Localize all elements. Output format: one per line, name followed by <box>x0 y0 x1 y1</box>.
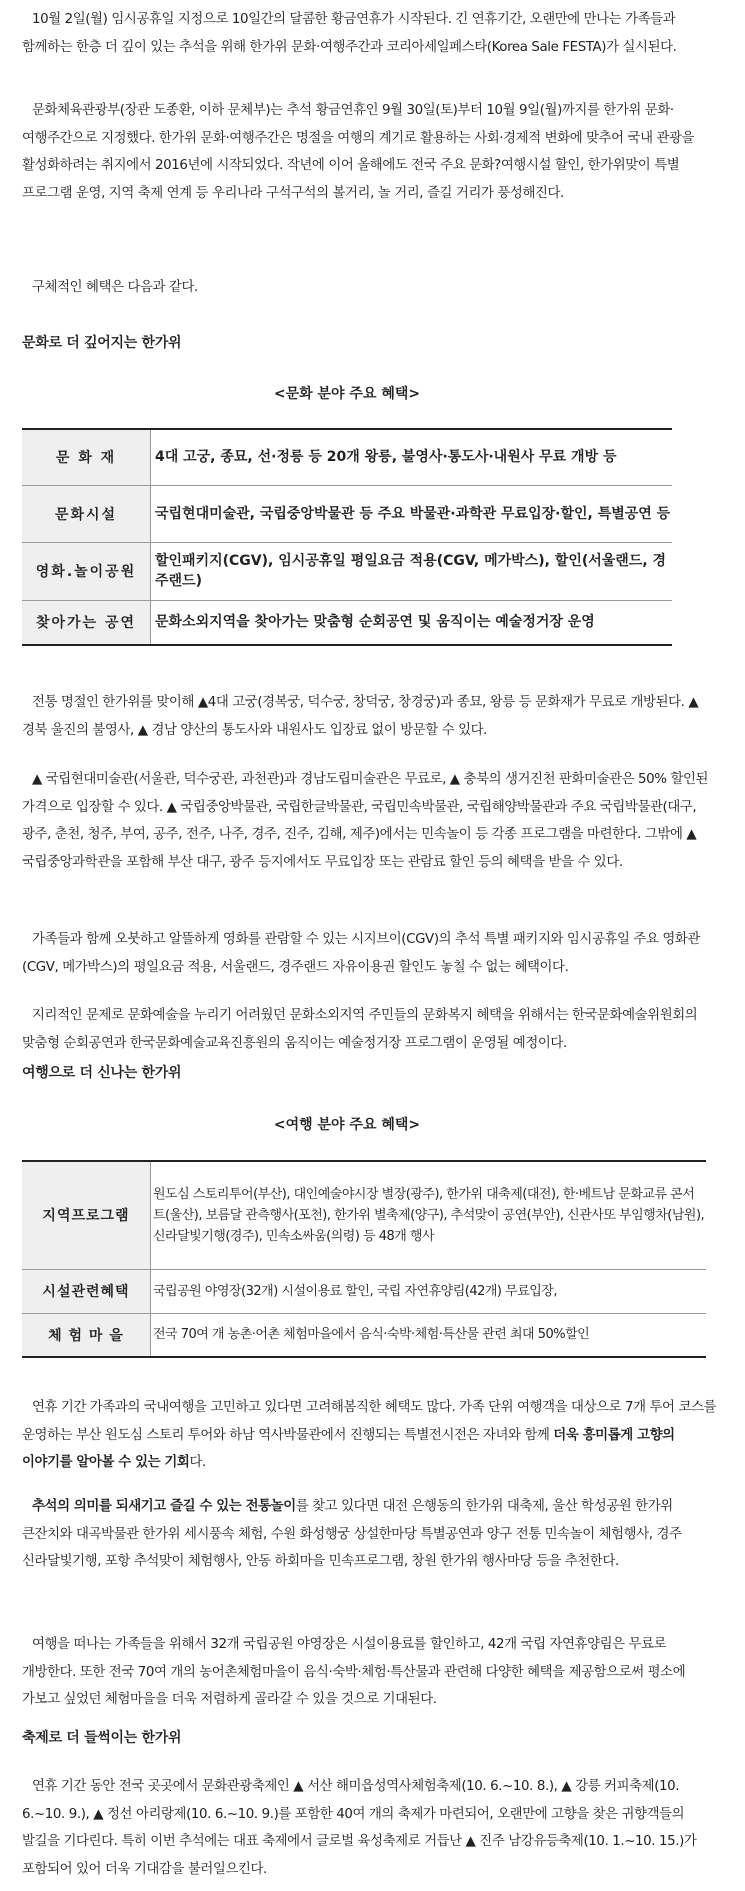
intro-paragraph: 10월 2일(월) 임시공휴일 지정으로 10일간의 달콤한 황금연휴가 시작된다. 긴 연휴기간, 오랜만에 만나는 가족들과 함께하는 한층 더 깊이 있는 추석을 위해 한가위 문화·여행주간과 코리아세일페스타(Korea Sale FESTA)가 실시된다. <box>22 12 677 55</box>
body-paragraph: ▲ 국립현대미술관(서울관, 덕수궁관, 과천관)과 경남도립미술관은 무료로, ▲ 충북의 생거진천 판화미술관은 50% 할인된 가격으로 입장할 수 있다. ▲ 국립중앙박물관, 국립한글박물관, 국립민속박물관, 국립해양박물관과 주요 국립박물관(대구, 광주, 춘천, 청주, 부여, 공주, 전주, 나주, 경주, 진주, 김해, 제주)에서는 민속놀이 등 각종 프로그램을 마련한다. 그밖에 ▲ 국립중앙과학관을 포함해 부산 대구, 광주 등지에서도 무료입장 또는 관람료 할인 등의 혜택을 받을 수 있다. <box>22 772 709 870</box>
row-label: 체 험 마 을 <box>22 1313 151 1357</box>
row-description: 4대 고궁, 종묘, 선·정릉 등 20개 왕릉, 불영사·통도사·내원사 무료 개방 등 <box>151 429 673 485</box>
section-heading-travel: 여행으로 더 신나는 한가위 <box>22 1065 182 1081</box>
row-description: 전국 70여 개 농촌·어촌 체험마을에서 음식·숙박·체험·특산물 관련 최대 50%할인 <box>153 1327 590 1343</box>
intro-paragraph: 문화체육관광부(장관 도종환, 이하 문체부)는 추석 황금연휴인 9월 30일(토)부터 10월 9일(월)까지를 한가위 문화·여행주간으로 지정했다. 한가위 문화·여행주간은 명절을 여행의 계기로 활용하는 사회·경제적 변화에 맞추어 국내 관광을 활성화하려는 취지에서 2016년에 시작되었다. 작년에 이어 올해에도 전국 주요 문화?여행시설 할인, 한가위맞이 특별 프로그램 운영, 지역 축제 연계 등 우리나라 구석구석의 볼거리, 놀 거리, 즐길 거리가 풍성해진다. <box>22 103 695 201</box>
table-row <box>22 485 672 542</box>
section-heading-festival: 축제로 더 들썩이는 한가위 <box>22 1730 182 1746</box>
row-label: 시설관련혜택 <box>22 1269 151 1313</box>
table-row <box>22 429 672 485</box>
row-label: 지역프로그램 <box>22 1161 151 1269</box>
table-row <box>22 542 672 600</box>
row-label: 찾아가는 공연 <box>22 600 151 645</box>
body-paragraph: 전통 명절인 한가위를 맞이해 ▲4대 고궁(경복궁, 덕수궁, 창덕궁, 창경궁)과 종묘, 왕릉 등 문화재가 무료로 개방된다. ▲ 경북 울진의 불영사, ▲ 경남 양산의 통도사와 내원사도 입장료 없이 방문할 수 있다. <box>22 695 699 738</box>
travel-benefits-table <box>22 1160 706 1358</box>
emphasis-text: 더욱 흥미롭게 고향의 이야기를 알아볼 수 있는 기회 <box>22 1427 675 1470</box>
culture-benefits-table <box>22 428 672 646</box>
row-description: 원도심 스토리투어(부산), 대인예술야시장 별장(광주), 한가위 대축제(대전), 한·베트남 문화교류 콘서트(울산), 보름달 관측행사(포천), 한가위 별축제(양구), 추석맞이 공연(부안), 신관사또 부임행차(남원), 신라달빛기행(경주), 민속소싸움(의령) 등 48개 행사 <box>151 1161 707 1269</box>
body-paragraph: 가족들과 함께 오붓하고 알뜰하게 영화를 관람할 수 있는 시지브이(CGV)의 추석 특별 패키지와 임시공휴일 주요 영화관(CGV, 메가박스)의 평일요금 적용, 서울랜드, 경주랜드 자유이용권 할인도 놓칠 수 없는 혜택이다. <box>22 932 700 975</box>
table-caption: <여행 분야 주요 혜택> <box>273 1117 421 1133</box>
emphasis-text: 추석의 의미를 되새기고 즐길 수 있는 전통놀이 <box>32 1499 296 1514</box>
intro-paragraph: 구체적인 혜택은 다음과 같다. <box>32 280 198 295</box>
row-description: 국립현대미술관, 국립중앙박물관 등 주요 박물관·과학관 무료입장·할인, 특별공연 등 <box>151 485 673 542</box>
body-paragraph: 연휴 기간 동안 전국 곳곳에서 문화관광축제인 ▲ 서산 해미읍성역사체험축제(10. 6.~10. 8.), ▲ 강릉 커피축제(10. 6.~10. 9.), ▲ 정선 아리랑제(10. 6.~10. 9.)를 포함한 40여 개의 축제가 마련되어, 오랜만에 고향을 찾은 귀향객들의 발길을 기다린다. 특히 이번 추석에는 대표 축제에서 글로벌 육성축제로 거듭난 ▲ 진주 남강유등축제(10. 1.~10. 15.)가 포함되어 있어 더욱 기대감을 불러일으킨다. <box>22 1779 697 1877</box>
body-paragraph: 추석의 의미를 되새기고 즐길 수 있는 전통놀이를 찾고 있다면 대전 은행동의 한가위 대축제, 울산 학성공원 한가위 큰잔치와 대곡박물관 한가위 세시풍속 체험, 수원 화성행궁 상설한마당 특별공연과 양구 전통 민속놀이 체험행사, 경주 신라달빛기행, 포항 추석맞이 체험행사, 안동 하회마을 민속프로그램, 창원 한가위 행사마당 등을 추천한다. <box>22 1499 682 1569</box>
table-row <box>22 1313 706 1357</box>
table-caption: <문화 분야 주요 혜택> <box>273 386 421 402</box>
body-paragraph: 여행을 떠나는 가족들을 위해서 32개 국립공원 야영장은 시설이용료를 할인하고, 42개 국립 자연휴양림은 무료로 개방한다. 또한 전국 70여 개의 농어촌체험마을이 음식·숙박·체험·특산물과 관련해 다양한 혜택을 제공함으로써 평소에 가보고 싶었던 체험마을을 더욱 저렴하게 골라갈 수 있을 것으로 기대된다. <box>22 1637 686 1707</box>
row-description: 할인패키지(CGV), 임시공휴일 평일요금 적용(CGV, 메가박스), 할인(서울랜드, 경주랜드) <box>151 542 673 600</box>
row-description: 문화소외지역을 찾아가는 맞춤형 순회공연 및 움직이는 예술정거장 운영 <box>155 614 595 631</box>
row-label: 문화시설 <box>22 485 151 542</box>
section-heading-culture: 문화로 더 깊어지는 한가위 <box>22 335 182 351</box>
row-label: 영화.놀이공원 <box>22 542 151 600</box>
row-description: 국립공원 야영장(32개) 시설이용료 할인, 국립 자연휴양림(42개) 무료입장, <box>151 1269 707 1313</box>
body-paragraph: 지리적인 문제로 문화예술을 누리기 어려웠던 문화소외지역 주민들의 문화복지 혜택을 위해서는 한국문화예술위원회의 맞춤형 순회공연과 한국문화예술교육진흥원의 움직이는 예술정거장 프로그램이 운영될 예정이다. <box>22 1008 698 1051</box>
table-row <box>22 1269 706 1313</box>
row-label: 문 화 재 <box>22 429 151 485</box>
table-row <box>22 1161 706 1269</box>
body-paragraph: 연휴 기간 가족과의 국내여행을 고민하고 있다면 고려해봄직한 혜택도 많다. 가족 단위 여행객을 대상으로 7개 투어 코스를 운영하는 부산 원도심 스토리 투어와 하남 역사박물관에서 진행되는 특별전시전은 자녀와 함께 더욱 흥미롭게 고향의 이야기를 알아볼 수 있는 기회다. <box>22 1400 717 1470</box>
table-row <box>22 600 672 645</box>
